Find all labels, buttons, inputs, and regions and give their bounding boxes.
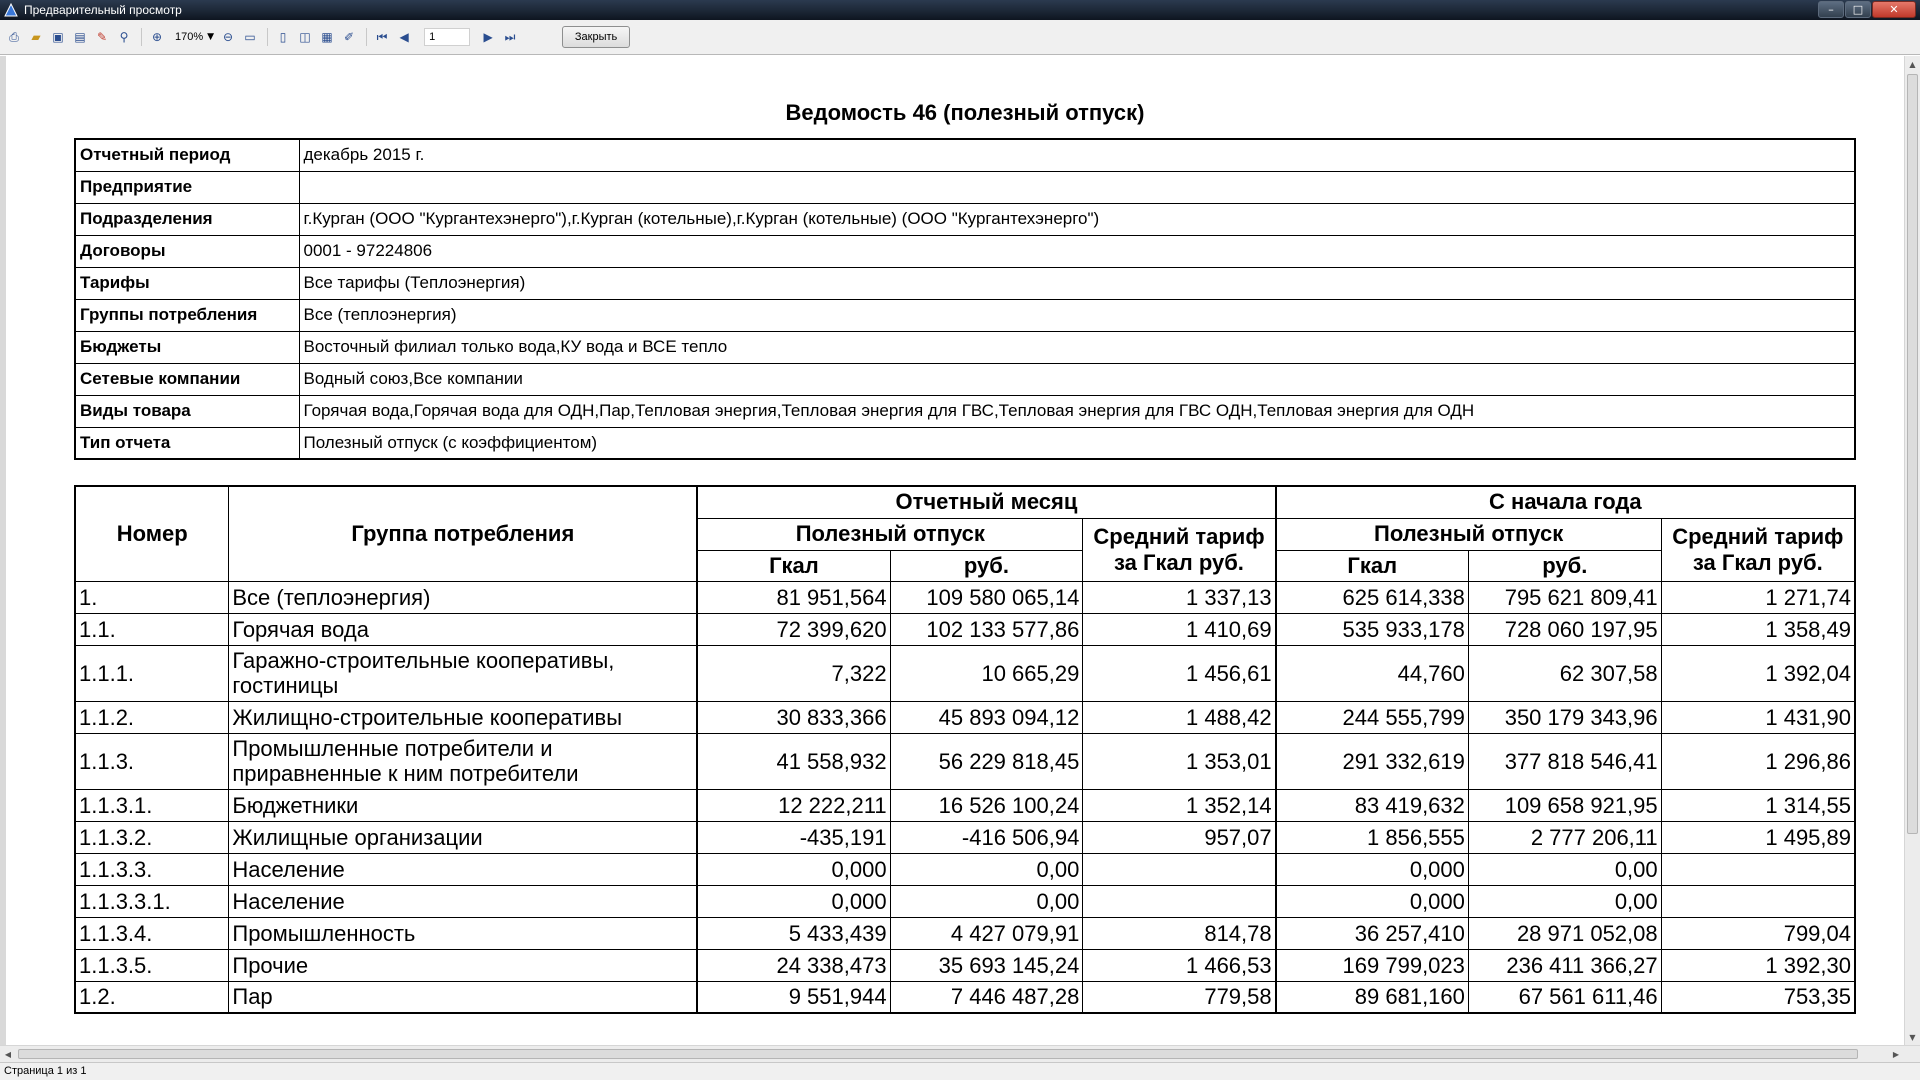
table-row: [75, 885, 1855, 917]
report-params-table: [74, 138, 1856, 460]
month-gcal-cell: 30 833,366: [697, 701, 890, 733]
row-number: 1.1.3.4.: [75, 917, 229, 949]
month-gcal-cell: 41 558,932: [697, 733, 890, 789]
preview-left-border: [0, 56, 6, 1045]
ytd-tariff-cell: 1 495,89: [1661, 821, 1855, 853]
ytd-rub-cell: 62 307,58: [1468, 645, 1661, 701]
month-gcal-cell: 12 222,211: [697, 789, 890, 821]
row-group-name: Жилищно-строительные кооперативы: [229, 701, 697, 733]
month-tariff-cell: 957,07: [1083, 821, 1276, 853]
param-value: Все тарифы (Теплоэнергия): [299, 267, 1855, 299]
row-group-name: Прочие: [229, 949, 697, 981]
param-value: г.Курган (ООО "Кургантехэнерго"),г.Курган (котельные),г.Курган (котельные) (ООО "Кургантехэнерго"): [299, 203, 1855, 235]
zoom-select[interactable]: [175, 31, 214, 43]
ytd-tariff-cell: 1 271,74: [1661, 581, 1855, 613]
scroll-down-icon[interactable]: ▼: [1909, 1032, 1916, 1042]
month-rub-cell: 56 229 818,45: [890, 733, 1083, 789]
row-group-name: Пар: [229, 981, 697, 1013]
report-title: Ведомость 46 (полезный отпуск): [785, 100, 1145, 125]
param-row: [75, 203, 1855, 235]
ytd-rub-cell: 350 179 343,96: [1468, 701, 1661, 733]
thumbnails-icon[interactable]: ▦: [321, 30, 333, 44]
ytd-rub-cell: 2 777 206,11: [1468, 821, 1661, 853]
param-key: Тип отчета: [75, 427, 299, 459]
ytd-gcal-cell: 44,760: [1276, 645, 1469, 701]
preview-toolbar: [0, 20, 1920, 55]
param-key: Виды товара: [75, 395, 299, 427]
ytd-gcal-cell: 83 419,632: [1276, 789, 1469, 821]
param-row: [75, 171, 1855, 203]
ytd-tariff-cell: 1 314,55: [1661, 789, 1855, 821]
zoom-out-icon[interactable]: ⊖: [223, 30, 234, 44]
row-number: 1.1.3.5.: [75, 949, 229, 981]
month-rub-cell: 102 133 577,86: [890, 613, 1083, 645]
row-group-name: Население: [229, 853, 697, 885]
row-number: 1.: [75, 581, 229, 613]
month-gcal-cell: 81 951,564: [697, 581, 890, 613]
month-tariff-cell: [1083, 885, 1276, 917]
month-rub-cell: -416 506,94: [890, 821, 1083, 853]
row-group-name: Гаражно-строительные кооперативы, гостиницы: [229, 645, 697, 701]
row-number: 1.1.3.3.1.: [75, 885, 229, 917]
param-row: [75, 363, 1855, 395]
window-title: Предварительный просмотр: [24, 3, 182, 17]
param-row: [75, 427, 1855, 459]
month-gcal-cell: 0,000: [697, 853, 890, 885]
table-row: [75, 821, 1855, 853]
ytd-rub-cell: 728 060 197,95: [1468, 613, 1661, 645]
ytd-gcal-cell: 169 799,023: [1276, 949, 1469, 981]
row-group-name: Население: [229, 885, 697, 917]
param-key: Сетевые компании: [75, 363, 299, 395]
row-number: 1.1.2.: [75, 701, 229, 733]
month-tariff-cell: 1 488,42: [1083, 701, 1276, 733]
row-number: 1.1.: [75, 613, 229, 645]
prev-page-icon[interactable]: ◀: [399, 30, 409, 44]
month-rub-cell: 109 580 065,14: [890, 581, 1083, 613]
ytd-tariff-cell: 1 392,04: [1661, 645, 1855, 701]
ytd-gcal-cell: 0,000: [1276, 853, 1469, 885]
header-group: Группа потребления: [229, 486, 697, 581]
param-row: [75, 299, 1855, 331]
ytd-tariff-cell: 799,04: [1661, 917, 1855, 949]
multi-page-icon[interactable]: ◫: [299, 30, 311, 44]
fit-page-icon[interactable]: ▭: [244, 30, 256, 44]
toolbar-separator: [141, 28, 142, 46]
table-row: [75, 645, 1855, 701]
last-page-icon[interactable]: ⏭: [504, 29, 516, 44]
param-key: Бюджеты: [75, 331, 299, 363]
month-tariff-cell: 814,78: [1083, 917, 1276, 949]
month-rub-cell: 7 446 487,28: [890, 981, 1083, 1013]
close-button[interactable]: Закрыть: [562, 26, 630, 48]
row-number: 1.1.3.3.: [75, 853, 229, 885]
month-rub-cell: 4 427 079,91: [890, 917, 1083, 949]
scroll-right-icon[interactable]: ▶: [1892, 1049, 1900, 1059]
row-number: 1.2.: [75, 981, 229, 1013]
close-window-icon[interactable]: ✕: [1872, 1, 1916, 18]
table-row: [75, 733, 1855, 789]
ytd-rub-cell: 795 621 809,41: [1468, 581, 1661, 613]
header-month-gcal: Гкал: [697, 550, 890, 581]
table-row: [75, 789, 1855, 821]
header-ytd-rub: руб.: [1468, 550, 1661, 581]
open-folder-icon[interactable]: ▰: [31, 30, 41, 44]
table-row: [75, 917, 1855, 949]
row-group-name: Горячая вода: [229, 613, 697, 645]
ytd-tariff-cell: 1 431,90: [1661, 701, 1855, 733]
month-tariff-cell: 1 466,53: [1083, 949, 1276, 981]
ytd-gcal-cell: 1 856,555: [1276, 821, 1469, 853]
page-setup-icon[interactable]: ▤: [74, 30, 86, 44]
page-number-input[interactable]: [424, 28, 470, 46]
row-number: 1.1.3.1.: [75, 789, 229, 821]
row-number: 1.1.3.2.: [75, 821, 229, 853]
param-key: Подразделения: [75, 203, 299, 235]
month-gcal-cell: 24 338,473: [697, 949, 890, 981]
row-group-name: Промышленные потребители и приравненные к ним потребители: [229, 733, 697, 789]
ytd-gcal-cell: 535 933,178: [1276, 613, 1469, 645]
ytd-gcal-cell: 244 555,799: [1276, 701, 1469, 733]
month-gcal-cell: 72 399,620: [697, 613, 890, 645]
row-group-name: Все (теплоэнергия): [229, 581, 697, 613]
vertical-scrollbar[interactable]: [1904, 56, 1920, 1045]
header-month-useful: Полезный отпуск: [697, 518, 1083, 550]
toolbar-separator: [366, 28, 367, 46]
status-bar: [0, 1062, 1920, 1080]
ytd-tariff-cell: 1 296,86: [1661, 733, 1855, 789]
month-rub-cell: 0,00: [890, 885, 1083, 917]
ytd-rub-cell: 67 561 611,46: [1468, 981, 1661, 1013]
scroll-left-icon[interactable]: ◀: [4, 1049, 12, 1059]
month-tariff-cell: 1 352,14: [1083, 789, 1276, 821]
header-month-avg-tariff: Средний тариф за Гкал руб.: [1083, 518, 1276, 581]
scroll-up-icon[interactable]: ▲: [1909, 59, 1916, 69]
vertical-scroll-thumb[interactable]: [1907, 74, 1918, 834]
ytd-tariff-cell: 753,35: [1661, 981, 1855, 1013]
chevron-down-icon: ▼: [207, 32, 215, 42]
table-row: [75, 981, 1855, 1013]
month-rub-cell: 35 693 145,24: [890, 949, 1083, 981]
month-gcal-cell: 0,000: [697, 885, 890, 917]
toolbar-separator: [267, 28, 268, 46]
ytd-tariff-cell: [1661, 885, 1855, 917]
print-icon[interactable]: ⎙: [9, 29, 19, 44]
month-rub-cell: 16 526 100,24: [890, 789, 1083, 821]
param-value: Горячая вода,Горячая вода для ОДН,Пар,Тепловая энергия,Тепловая энергия для ГВС,Тепловая энергия для ГВС ОДН,Тепловая энергия для ОДН: [299, 395, 1855, 427]
param-value: 0001 - 97224806: [299, 235, 1855, 267]
table-row: [75, 581, 1855, 613]
param-row: [75, 395, 1855, 427]
header-month: Отчетный месяц: [697, 486, 1275, 518]
table-row: [75, 701, 1855, 733]
param-value: Восточный филиал только вода,КУ вода и ВСЕ тепло: [299, 331, 1855, 363]
param-row: [75, 139, 1855, 171]
ytd-rub-cell: 377 818 546,41: [1468, 733, 1661, 789]
ytd-rub-cell: 236 411 366,27: [1468, 949, 1661, 981]
find-icon[interactable]: ⚲: [119, 30, 129, 44]
zoom-value: 170%: [175, 31, 204, 43]
ytd-tariff-cell: 1 392,30: [1661, 949, 1855, 981]
param-value: Водный союз,Все компании: [299, 363, 1855, 395]
ytd-rub-cell: 28 971 052,08: [1468, 917, 1661, 949]
table-row: [75, 949, 1855, 981]
param-value: [299, 171, 1855, 203]
month-tariff-cell: 1 456,61: [1083, 645, 1276, 701]
param-key: Отчетный период: [75, 139, 299, 171]
table-row: [75, 853, 1855, 885]
param-key: Предприятие: [75, 171, 299, 203]
report-data-table: [74, 485, 1856, 1014]
month-gcal-cell: -435,191: [697, 821, 890, 853]
horizontal-scroll-thumb[interactable]: [18, 1049, 1858, 1059]
param-value: Все (теплоэнергия): [299, 299, 1855, 331]
month-rub-cell: 45 893 094,12: [890, 701, 1083, 733]
next-page-icon[interactable]: ▶: [483, 30, 493, 44]
header-month-rub: руб.: [890, 550, 1083, 581]
param-key: Тарифы: [75, 267, 299, 299]
month-rub-cell: 10 665,29: [890, 645, 1083, 701]
maximize-icon[interactable]: □: [1845, 1, 1871, 18]
save-icon[interactable]: ▣: [52, 30, 64, 44]
month-gcal-cell: 9 551,944: [697, 981, 890, 1013]
ytd-tariff-cell: [1661, 853, 1855, 885]
ytd-rub-cell: 0,00: [1468, 885, 1661, 917]
row-group-name: Промышленность: [229, 917, 697, 949]
month-tariff-cell: 1 410,69: [1083, 613, 1276, 645]
edit-icon[interactable]: ✐: [344, 30, 355, 44]
param-row: [75, 331, 1855, 363]
month-tariff-cell: 779,58: [1083, 981, 1276, 1013]
window-controls: [1817, 1, 1916, 18]
month-rub-cell: 0,00: [890, 853, 1083, 885]
window-title-bar[interactable]: [0, 0, 1920, 20]
table-row: [75, 613, 1855, 645]
ytd-gcal-cell: 0,000: [1276, 885, 1469, 917]
ytd-tariff-cell: 1 358,49: [1661, 613, 1855, 645]
ytd-rub-cell: 109 658 921,95: [1468, 789, 1661, 821]
param-value: Полезный отпуск (с коэффициентом): [299, 427, 1855, 459]
month-gcal-cell: 5 433,439: [697, 917, 890, 949]
ytd-gcal-cell: 89 681,160: [1276, 981, 1469, 1013]
ytd-gcal-cell: 291 332,619: [1276, 733, 1469, 789]
header-ytd: С начала года: [1276, 486, 1855, 518]
param-value: декабрь 2015 г.: [299, 139, 1855, 171]
param-row: [75, 235, 1855, 267]
app-icon: [4, 3, 18, 17]
header-ytd-useful: Полезный отпуск: [1276, 518, 1662, 550]
row-group-name: Жилищные организации: [229, 821, 697, 853]
single-page-icon[interactable]: ▯: [279, 30, 287, 44]
minimize-icon[interactable]: –: [1818, 1, 1844, 18]
header-ytd-gcal: Гкал: [1276, 550, 1469, 581]
param-key: Группы потребления: [75, 299, 299, 331]
header-ytd-avg-tariff: Средний тариф за Гкал руб.: [1661, 518, 1855, 581]
horizontal-scrollbar[interactable]: [0, 1045, 1920, 1062]
param-row: [75, 267, 1855, 299]
row-number: 1.1.3.: [75, 733, 229, 789]
month-tariff-cell: 1 337,13: [1083, 581, 1276, 613]
month-gcal-cell: 7,322: [697, 645, 890, 701]
header-number: Номер: [75, 486, 229, 581]
ytd-rub-cell: 0,00: [1468, 853, 1661, 885]
ytd-gcal-cell: 625 614,338: [1276, 581, 1469, 613]
month-tariff-cell: [1083, 853, 1276, 885]
export-pdf-icon[interactable]: ✎: [96, 30, 108, 44]
ytd-gcal-cell: 36 257,410: [1276, 917, 1469, 949]
row-number: 1.1.1.: [75, 645, 229, 701]
row-group-name: Бюджетники: [229, 789, 697, 821]
param-key: Договоры: [75, 235, 299, 267]
month-tariff-cell: 1 353,01: [1083, 733, 1276, 789]
first-page-icon[interactable]: ⏮: [376, 29, 388, 44]
zoom-in-icon[interactable]: ⊕: [151, 30, 163, 44]
page-status: Страница 1 из 1: [4, 1065, 87, 1077]
